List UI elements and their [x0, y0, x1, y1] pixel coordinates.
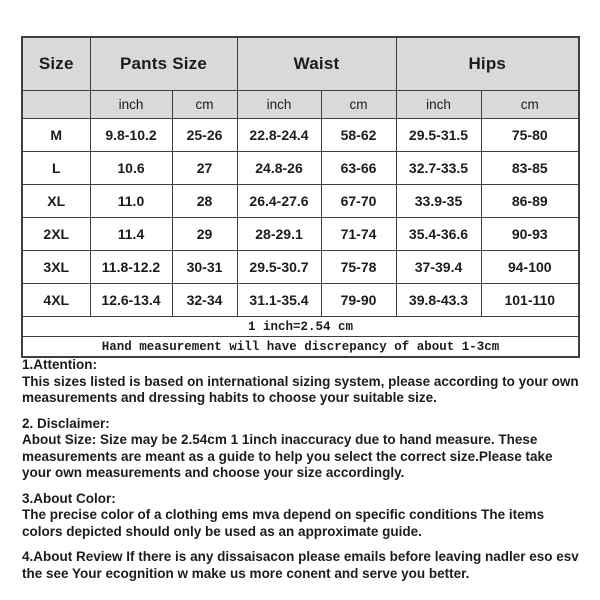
- size-row-2xl: [22, 218, 579, 251]
- measurement-cell: 25-26: [172, 119, 237, 152]
- size-row-l: [22, 152, 579, 185]
- size-row-m: [22, 119, 579, 152]
- unit-header: cm: [481, 91, 579, 119]
- column-header-size: Size: [22, 37, 90, 91]
- measurement-cell: 31.1-35.4: [237, 284, 321, 317]
- note-heading: 4.About Review: [22, 549, 123, 564]
- note-about-review: [22, 549, 582, 582]
- unit-header: inch: [396, 91, 481, 119]
- measurement-cell: 35.4-36.6: [396, 218, 481, 251]
- note-about-color: [22, 491, 582, 541]
- note-attention: [22, 357, 582, 407]
- size-chart-table: [21, 36, 580, 358]
- unit-header: cm: [172, 91, 237, 119]
- size-label: M: [22, 119, 90, 152]
- measurement-cell: 32.7-33.5: [396, 152, 481, 185]
- measurement-cell: 30-31: [172, 251, 237, 284]
- note-body: This sizes listed is based on international sizing system, please according to your own measurements and dressing habits to choose your suitable size.: [22, 373, 579, 405]
- measurement-cell: 12.6-13.4: [90, 284, 172, 317]
- measurement-cell: 79-90: [321, 284, 396, 317]
- measurement-cell: 37-39.4: [396, 251, 481, 284]
- measurement-cell: 58-62: [321, 119, 396, 152]
- size-row-3xl: [22, 251, 579, 284]
- measurement-cell: 67-70: [321, 185, 396, 218]
- measurement-cell: 11.8-12.2: [90, 251, 172, 284]
- note-body: If there is any dissaisacon please emails before leaving nadler eso esv the see Your ecognition w make us more conent and serve you better.: [22, 549, 579, 581]
- measurement-cell: 29.5-30.7: [237, 251, 321, 284]
- measurement-cell: 22.8-24.4: [237, 119, 321, 152]
- table-foot: [22, 317, 579, 358]
- measurement-cell: 71-74: [321, 218, 396, 251]
- table-footer-row: [22, 337, 579, 358]
- unit-header-empty: [22, 91, 90, 119]
- note-heading: 1.Attention:: [22, 357, 97, 372]
- measurement-cell: 39.8-43.3: [396, 284, 481, 317]
- table-footer-row: [22, 317, 579, 337]
- measurement-cell: 9.8-10.2: [90, 119, 172, 152]
- measurement-cell: 11.4: [90, 218, 172, 251]
- measurement-cell: 29.5-31.5: [396, 119, 481, 152]
- table-body: [22, 119, 579, 317]
- measurement-cell: 101-110: [481, 284, 579, 317]
- size-label: 2XL: [22, 218, 90, 251]
- measurement-cell: 29: [172, 218, 237, 251]
- measurement-cell: 10.6: [90, 152, 172, 185]
- measurement-cell: 86-89: [481, 185, 579, 218]
- unit-header: cm: [321, 91, 396, 119]
- measurement-cell: 26.4-27.6: [237, 185, 321, 218]
- measurement-cell: 63-66: [321, 152, 396, 185]
- hand-measurement-note: Hand measurement will have discrepancy of about 1-3cm: [22, 337, 579, 358]
- measurement-cell: 75-80: [481, 119, 579, 152]
- column-header-hips: Hips: [396, 37, 579, 91]
- column-header-waist: Waist: [237, 37, 396, 91]
- notes-section: [22, 357, 582, 591]
- measurement-cell: 28: [172, 185, 237, 218]
- unit-header: inch: [90, 91, 172, 119]
- size-label: 3XL: [22, 251, 90, 284]
- note-disclaimer: [22, 416, 582, 482]
- measurement-cell: 28-29.1: [237, 218, 321, 251]
- unit-header: inch: [237, 91, 321, 119]
- measurement-cell: 94-100: [481, 251, 579, 284]
- note-heading: 3.About Color:: [22, 490, 116, 506]
- inch-conversion-note: 1 inch=2.54 cm: [22, 317, 579, 337]
- note-body: The precise color of a clothing ems mva depend on specific conditions The items colors depicted should only be used as an approximate guide.: [22, 507, 545, 539]
- size-row-xl: [22, 185, 579, 218]
- size-label: XL: [22, 185, 90, 218]
- measurement-cell: 33.9-35: [396, 185, 481, 218]
- measurement-cell: 11.0: [90, 185, 172, 218]
- measurement-cell: 32-34: [172, 284, 237, 317]
- measurement-cell: 83-85: [481, 152, 579, 185]
- measurement-cell: 24.8-26: [237, 152, 321, 185]
- note-body: About Size: Size may be 2.54cm 1 1inch inaccuracy due to hand measure. These measurements are meant as a guide to help you select the correct size.Please take your own measurements and choose your size accordingly.: [22, 432, 553, 480]
- size-label: L: [22, 152, 90, 185]
- column-header-pants-size: Pants Size: [90, 37, 237, 91]
- measurement-cell: 90-93: [481, 218, 579, 251]
- measurement-cell: 75-78: [321, 251, 396, 284]
- size-row-4xl: [22, 284, 579, 317]
- measurement-cell: 27: [172, 152, 237, 185]
- size-label: 4XL: [22, 284, 90, 317]
- note-heading: 2. Disclaimer:: [22, 415, 110, 431]
- table-head: [22, 37, 579, 119]
